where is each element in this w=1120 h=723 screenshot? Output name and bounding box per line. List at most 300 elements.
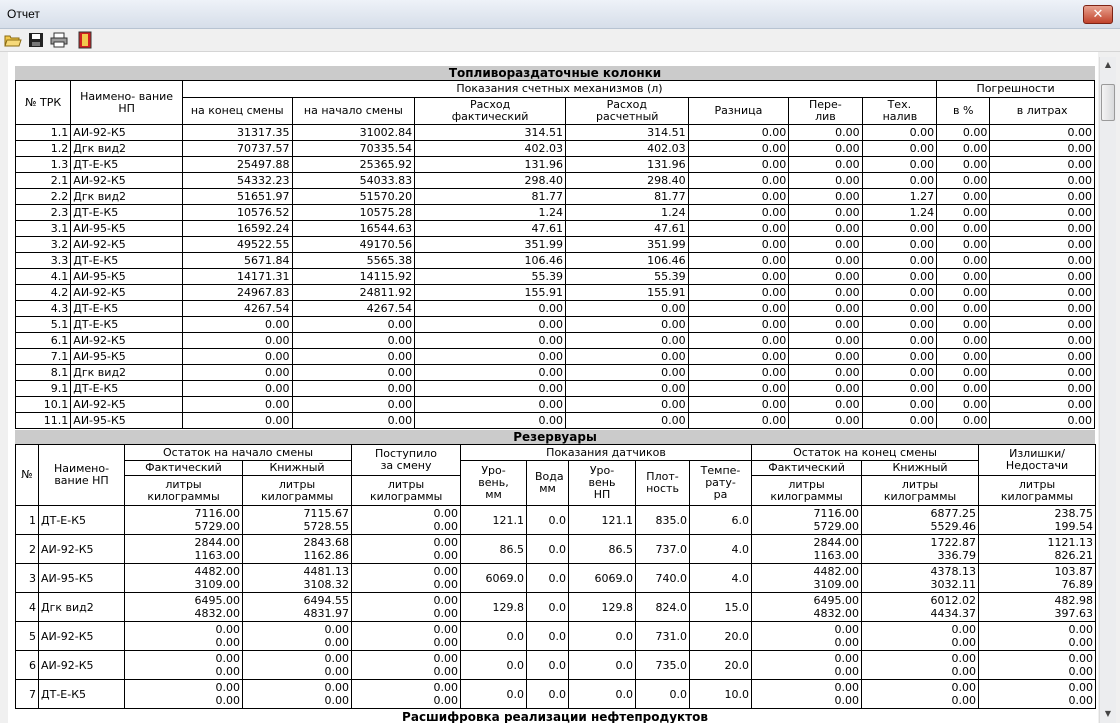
pump-cell: 1.24 [862, 205, 936, 221]
pump-cell: 0.00 [565, 365, 688, 381]
pump-cell: 4.2 [16, 285, 71, 301]
pump-cell: 0.00 [565, 349, 688, 365]
pump-cell: 0.00 [688, 237, 789, 253]
pump-cell: 402.03 [565, 141, 688, 157]
pump-cell: 47.61 [565, 221, 688, 237]
pump-cell: 0.00 [565, 317, 688, 333]
pump-cell: 0.00 [990, 237, 1095, 253]
pump-cell: 0.00 [688, 397, 789, 413]
pump-row [16, 125, 1095, 141]
scroll-thumb[interactable] [1101, 84, 1115, 121]
pump-cell: 0.00 [182, 413, 292, 429]
hdr-lk-1: литры килограммы [125, 476, 243, 506]
tank-cell-dens: 835.0 [636, 506, 690, 535]
pump-cell: 0.00 [990, 157, 1095, 173]
pump-cell: 0.00 [182, 397, 292, 413]
hdr-received: Поступило за смену [352, 445, 461, 476]
hdr-water: Вода мм [527, 461, 569, 506]
tank-value: 0.00 [433, 652, 459, 665]
pump-cell: 0.00 [990, 125, 1095, 141]
pump-cell: 0.00 [292, 365, 415, 381]
pump-cell: 25497.88 [182, 157, 292, 173]
tank-value: 4434.37 [930, 607, 977, 620]
tank-value: 5728.55 [303, 520, 350, 533]
pump-row [16, 413, 1095, 429]
tank-value: 3109.00 [194, 578, 240, 591]
pump-row [16, 317, 1095, 333]
hdr-tech: Тех. налив [862, 98, 936, 125]
pump-cell: 0.00 [565, 333, 688, 349]
pump-row [16, 381, 1095, 397]
pump-cell: 0.00 [688, 381, 789, 397]
pump-cell: 0.00 [688, 189, 789, 205]
tank-cell-lvlnp: 0.0 [569, 651, 636, 680]
pump-cell: 0.00 [862, 253, 936, 269]
pump-cell: 81.77 [565, 189, 688, 205]
tank-cell-temp: 15.0 [690, 593, 752, 622]
pump-cell: 14171.31 [182, 269, 292, 285]
pump-cell: 0.00 [182, 381, 292, 397]
tank-cell-fe [752, 622, 862, 651]
pump-cell: 51651.97 [182, 189, 292, 205]
hdr-diff: Разница [688, 98, 789, 125]
pump-cell: 0.00 [688, 269, 789, 285]
tank-value: 482.98 [1054, 594, 1094, 607]
tank-value: 199.54 [1054, 520, 1094, 533]
pump-cell: 54332.23 [182, 173, 292, 189]
hdr-trk: № ТРК [16, 81, 71, 125]
tank-cell-be [862, 535, 979, 564]
pump-cell: 1.1 [16, 125, 71, 141]
hdr-actual-end: Фактический [752, 461, 862, 476]
hdr-tank-name: Наимено- вание НП [39, 445, 125, 506]
tank-value: 76.89 [1061, 578, 1094, 591]
tank-cell-water: 0.0 [527, 593, 569, 622]
tank-cell-dens: 740.0 [636, 564, 690, 593]
pump-row [16, 349, 1095, 365]
title-bar [0, 0, 1120, 29]
hdr-book-start: Книжный [243, 461, 352, 476]
hdr-density: Плот- ность [636, 461, 690, 506]
pump-cell: 0.00 [862, 269, 936, 285]
tank-cell-temp: 10.0 [690, 680, 752, 709]
pump-cell: 0.00 [937, 413, 990, 429]
pump-cell: 0.00 [937, 157, 990, 173]
pump-cell: ДТ-Е-К5 [71, 317, 183, 333]
tank-cell-bs [243, 680, 352, 709]
tank-cell-water: 0.0 [527, 680, 569, 709]
pump-cell: 25365.92 [292, 157, 415, 173]
tank-value: 1121.13 [1047, 536, 1094, 549]
tank-value: 0.00 [215, 694, 240, 707]
tank-value: 0.00 [324, 681, 350, 694]
pump-cell: 0.00 [990, 349, 1095, 365]
pump-cell: 7.1 [16, 349, 71, 365]
tank-cell-rc [352, 506, 461, 535]
pump-cell: 0.00 [862, 157, 936, 173]
tank-value: 0.00 [951, 652, 977, 665]
pump-cell: 106.46 [415, 253, 566, 269]
pumps-table [15, 80, 1095, 429]
tank-value: 3109.00 [813, 578, 860, 591]
pump-cell: 0.00 [789, 333, 862, 349]
tank-value: 0.00 [433, 536, 459, 549]
print-icon[interactable] [50, 31, 68, 49]
pump-row [16, 237, 1095, 253]
pump-cell: 0.00 [990, 269, 1095, 285]
pump-row [16, 141, 1095, 157]
tank-cell-fs [125, 593, 243, 622]
tank-value: 2844.00 [813, 536, 860, 549]
tank-value: 4831.97 [303, 607, 350, 620]
pump-cell: 0.00 [688, 157, 789, 173]
pump-cell: 0.00 [862, 317, 936, 333]
pump-row [16, 253, 1095, 269]
tank-value: 0.00 [433, 578, 459, 591]
open-folder-icon[interactable] [4, 31, 22, 49]
tank-value: 0.00 [433, 565, 459, 578]
pump-cell: 0.00 [688, 221, 789, 237]
tank-cell-lvl: 0.0 [461, 680, 527, 709]
tank-cell-name: АИ-92-К5 [39, 535, 125, 564]
tank-cell-fe [752, 680, 862, 709]
tank-cell-temp: 4.0 [690, 535, 752, 564]
pump-cell: 0.00 [415, 381, 566, 397]
tank-cell-fe [752, 506, 862, 535]
pump-row [16, 285, 1095, 301]
tank-cell-name: АИ-95-К5 [39, 564, 125, 593]
hdr-name: Наимено- вание НП [71, 81, 183, 125]
pump-cell: 31002.84 [292, 125, 415, 141]
tank-value: 0.00 [324, 652, 350, 665]
tank-value: 103.87 [1054, 565, 1094, 578]
pump-cell: 0.00 [292, 413, 415, 429]
pump-cell: 0.00 [862, 125, 936, 141]
pump-cell: 0.00 [292, 397, 415, 413]
pump-cell: ДТ-Е-К5 [71, 253, 183, 269]
tank-cell-dens: 737.0 [636, 535, 690, 564]
pump-cell: 0.00 [789, 365, 862, 381]
pump-cell: 8.1 [16, 365, 71, 381]
tank-value: 0.00 [433, 607, 459, 620]
tank-value: 1163.00 [813, 549, 860, 562]
tank-cell-temp: 20.0 [690, 651, 752, 680]
tank-cell-sur [979, 622, 1096, 651]
tank-cell-rc [352, 651, 461, 680]
tank-value: 0.00 [951, 623, 977, 636]
tank-cell-water: 0.0 [527, 564, 569, 593]
pump-cell: 0.00 [862, 173, 936, 189]
pump-cell: 0.00 [990, 253, 1095, 269]
pump-cell: 131.96 [415, 157, 566, 173]
tank-value: 3032.11 [930, 578, 977, 591]
pump-cell: 55.39 [415, 269, 566, 285]
tank-cell-fe [752, 651, 862, 680]
pump-cell: 0.00 [688, 365, 789, 381]
pump-cell: 0.00 [789, 205, 862, 221]
hdr-level-np: Уро- вень НП [569, 461, 636, 506]
tank-value: 4832.00 [194, 607, 240, 620]
pump-cell: 0.00 [789, 237, 862, 253]
pump-cell: 3.2 [16, 237, 71, 253]
tank-value: 0.00 [433, 694, 459, 707]
tank-cell-water: 0.0 [527, 506, 569, 535]
tank-cell-water: 0.0 [527, 535, 569, 564]
pump-cell: 0.00 [292, 349, 415, 365]
scroll-up-icon[interactable]: ▲ [1104, 60, 1112, 69]
pump-cell: 4.3 [16, 301, 71, 317]
pump-cell: 10.1 [16, 397, 71, 413]
pump-cell: 0.00 [688, 285, 789, 301]
pump-cell: Дгк вид2 [71, 365, 183, 381]
pump-cell: 0.00 [990, 173, 1095, 189]
pump-cell: АИ-92-К5 [71, 125, 183, 141]
pump-cell: 47.61 [415, 221, 566, 237]
pump-cell: 0.00 [990, 141, 1095, 157]
pump-cell: 0.00 [789, 157, 862, 173]
hdr-actual-start: Фактический [125, 461, 243, 476]
tank-cell-no: 6 [16, 651, 39, 680]
tank-cell-fs [125, 564, 243, 593]
pump-cell: АИ-92-К5 [71, 237, 183, 253]
scroll-down-icon[interactable]: ▼ [1104, 709, 1112, 718]
tank-cell-lvl: 0.0 [461, 651, 527, 680]
pump-cell: 4267.54 [292, 301, 415, 317]
pump-cell: 3.3 [16, 253, 71, 269]
tank-cell-sur [979, 506, 1096, 535]
pump-cell: 0.00 [937, 301, 990, 317]
pump-cell: 0.00 [415, 317, 566, 333]
tank-cell-sur [979, 651, 1096, 680]
tank-value: 336.79 [937, 549, 977, 562]
hdr-lk-5: литры килограммы [862, 476, 979, 506]
tank-value: 0.00 [433, 507, 459, 520]
pump-cell: 0.00 [789, 173, 862, 189]
pump-cell: 155.91 [415, 285, 566, 301]
tank-value: 0.00 [951, 694, 977, 707]
pump-cell: 0.00 [862, 285, 936, 301]
pump-cell: 9.1 [16, 381, 71, 397]
pump-cell: 0.00 [937, 205, 990, 221]
pump-row [16, 397, 1095, 413]
tank-cell-fs [125, 622, 243, 651]
tank-value: 0.00 [1068, 694, 1094, 707]
tank-value: 0.00 [951, 681, 977, 694]
pump-cell: 0.00 [937, 349, 990, 365]
pump-cell: ДТ-Е-К5 [71, 301, 183, 317]
pump-cell: 0.00 [415, 365, 566, 381]
tank-value: 0.00 [433, 623, 459, 636]
tank-value: 0.00 [215, 681, 240, 694]
pump-cell: ДТ-Е-К5 [71, 157, 183, 173]
exit-icon[interactable] [76, 31, 94, 49]
pump-cell: 16544.63 [292, 221, 415, 237]
toolbar [0, 29, 1120, 52]
pump-cell: 0.00 [688, 333, 789, 349]
pump-cell: 1.3 [16, 157, 71, 173]
pump-cell: АИ-92-К5 [71, 173, 183, 189]
tank-cell-be [862, 680, 979, 709]
tank-cell-fe [752, 593, 862, 622]
tank-cell-water: 0.0 [527, 651, 569, 680]
tank-cell-name: АИ-92-К5 [39, 651, 125, 680]
tank-cell-fs [125, 651, 243, 680]
hdr-book-end: Книжный [862, 461, 979, 476]
pump-cell: 81.77 [415, 189, 566, 205]
tank-row [16, 680, 1096, 709]
pump-row [16, 157, 1095, 173]
pump-cell: АИ-92-К5 [71, 285, 183, 301]
pump-cell: 3.1 [16, 221, 71, 237]
hdr-start: на начало смены [292, 98, 415, 125]
pump-cell: 0.00 [990, 365, 1095, 381]
tank-cell-rc [352, 564, 461, 593]
pump-cell: 314.51 [565, 125, 688, 141]
pump-cell: 0.00 [688, 173, 789, 189]
pump-cell: 5671.84 [182, 253, 292, 269]
tank-value: 238.75 [1054, 507, 1094, 520]
pump-cell: 0.00 [937, 221, 990, 237]
window-title: Отчет [7, 7, 40, 21]
pump-cell: 5565.38 [292, 253, 415, 269]
tank-value: 397.63 [1054, 607, 1094, 620]
pump-row [16, 205, 1095, 221]
tank-cell-rc [352, 622, 461, 651]
tank-cell-dens: 0.0 [636, 680, 690, 709]
tank-cell-be [862, 506, 979, 535]
hdr-liters: в литрах [990, 98, 1095, 125]
tank-value: 4832.00 [813, 607, 860, 620]
hdr-temp: Темпе- рату- ра [690, 461, 752, 506]
pump-cell: 1.24 [415, 205, 566, 221]
pump-cell: 0.00 [937, 125, 990, 141]
pump-cell: 0.00 [990, 413, 1095, 429]
tank-cell-bs [243, 622, 352, 651]
tank-cell-be [862, 593, 979, 622]
pump-row [16, 173, 1095, 189]
report-viewport [0, 52, 1120, 723]
tank-value: 0.00 [324, 636, 350, 649]
tank-cell-dens: 735.0 [636, 651, 690, 680]
tank-value: 0.00 [324, 623, 350, 636]
pump-cell: 31317.35 [182, 125, 292, 141]
pump-cell: 0.00 [182, 365, 292, 381]
pump-cell: 4.1 [16, 269, 71, 285]
tank-value: 0.00 [1068, 665, 1094, 678]
tank-cell-fs [125, 535, 243, 564]
pump-cell: 1.24 [565, 205, 688, 221]
pump-cell: 0.00 [789, 125, 862, 141]
pump-cell: 0.00 [789, 301, 862, 317]
pump-cell: 0.00 [862, 141, 936, 157]
tank-cell-lvl: 6069.0 [461, 564, 527, 593]
pump-cell: 70737.57 [182, 141, 292, 157]
pump-cell: 2.2 [16, 189, 71, 205]
tank-cell-no: 7 [16, 680, 39, 709]
tank-cell-be [862, 651, 979, 680]
hdr-surplus: Излишки/ Недостачи [979, 445, 1096, 476]
pump-cell: 14115.92 [292, 269, 415, 285]
tank-cell-lvlnp: 0.0 [569, 680, 636, 709]
tank-cell-bs [243, 535, 352, 564]
pump-cell: 131.96 [565, 157, 688, 173]
tank-value: 3108.32 [303, 578, 350, 591]
pump-cell: 0.00 [565, 397, 688, 413]
pump-cell: 0.00 [937, 141, 990, 157]
pump-cell: 351.99 [565, 237, 688, 253]
tank-value: 0.00 [433, 594, 459, 607]
pump-cell: 0.00 [688, 253, 789, 269]
tank-value: 0.00 [215, 636, 240, 649]
pump-cell: 2.3 [16, 205, 71, 221]
pump-row [16, 189, 1095, 205]
close-button[interactable]: ✕ [1083, 5, 1113, 24]
pump-cell: 11.1 [16, 413, 71, 429]
pump-cell: 0.00 [415, 413, 566, 429]
pump-cell: 0.00 [789, 381, 862, 397]
pump-row [16, 301, 1095, 317]
pump-cell: 10575.28 [292, 205, 415, 221]
tank-cell-dens: 824.0 [636, 593, 690, 622]
tank-cell-no: 1 [16, 506, 39, 535]
pump-cell: 0.00 [937, 365, 990, 381]
pump-cell: 49170.56 [292, 237, 415, 253]
tank-cell-lvl: 86.5 [461, 535, 527, 564]
tank-cell-fs [125, 506, 243, 535]
tank-value: 1163.00 [194, 549, 240, 562]
save-icon[interactable] [27, 31, 45, 49]
tank-value: 0.00 [433, 681, 459, 694]
tank-value: 0.00 [215, 623, 240, 636]
tank-value: 0.00 [324, 694, 350, 707]
pump-cell: 0.00 [565, 381, 688, 397]
tank-cell-temp: 6.0 [690, 506, 752, 535]
tank-cell-name: АИ-92-К5 [39, 622, 125, 651]
tank-row [16, 593, 1096, 622]
pump-cell: 0.00 [862, 413, 936, 429]
tanks-table [15, 444, 1096, 709]
pump-cell: 0.00 [789, 253, 862, 269]
pump-cell: 2.1 [16, 173, 71, 189]
hdr-level: Уро- вень, мм [461, 461, 527, 506]
tank-cell-lvlnp: 6069.0 [569, 564, 636, 593]
tank-cell-bs [243, 651, 352, 680]
pump-cell: 0.00 [862, 301, 936, 317]
pump-cell: 351.99 [415, 237, 566, 253]
pump-cell: 0.00 [990, 381, 1095, 397]
pump-cell: ДТ-Е-К5 [71, 205, 183, 221]
tank-value: 6495.00 [813, 594, 860, 607]
pump-cell: 0.00 [990, 301, 1095, 317]
hdr-no: № [16, 445, 39, 506]
tank-value: 0.00 [215, 652, 240, 665]
tank-value: 0.00 [433, 520, 459, 533]
tank-cell-rc [352, 680, 461, 709]
tank-cell-sur [979, 564, 1096, 593]
hdr-lk-4: литры килограммы [752, 476, 862, 506]
tank-cell-lvl: 0.0 [461, 622, 527, 651]
pump-cell: 0.00 [789, 141, 862, 157]
tank-cell-rc [352, 593, 461, 622]
vertical-scrollbar[interactable] [1099, 57, 1116, 723]
tank-cell-sur [979, 680, 1096, 709]
tank-value: 0.00 [433, 549, 459, 562]
tank-value: 6494.55 [303, 594, 350, 607]
tank-cell-no: 5 [16, 622, 39, 651]
tank-cell-no: 2 [16, 535, 39, 564]
pump-cell: 0.00 [862, 365, 936, 381]
hdr-lk-6: литры килограммы [979, 476, 1096, 506]
